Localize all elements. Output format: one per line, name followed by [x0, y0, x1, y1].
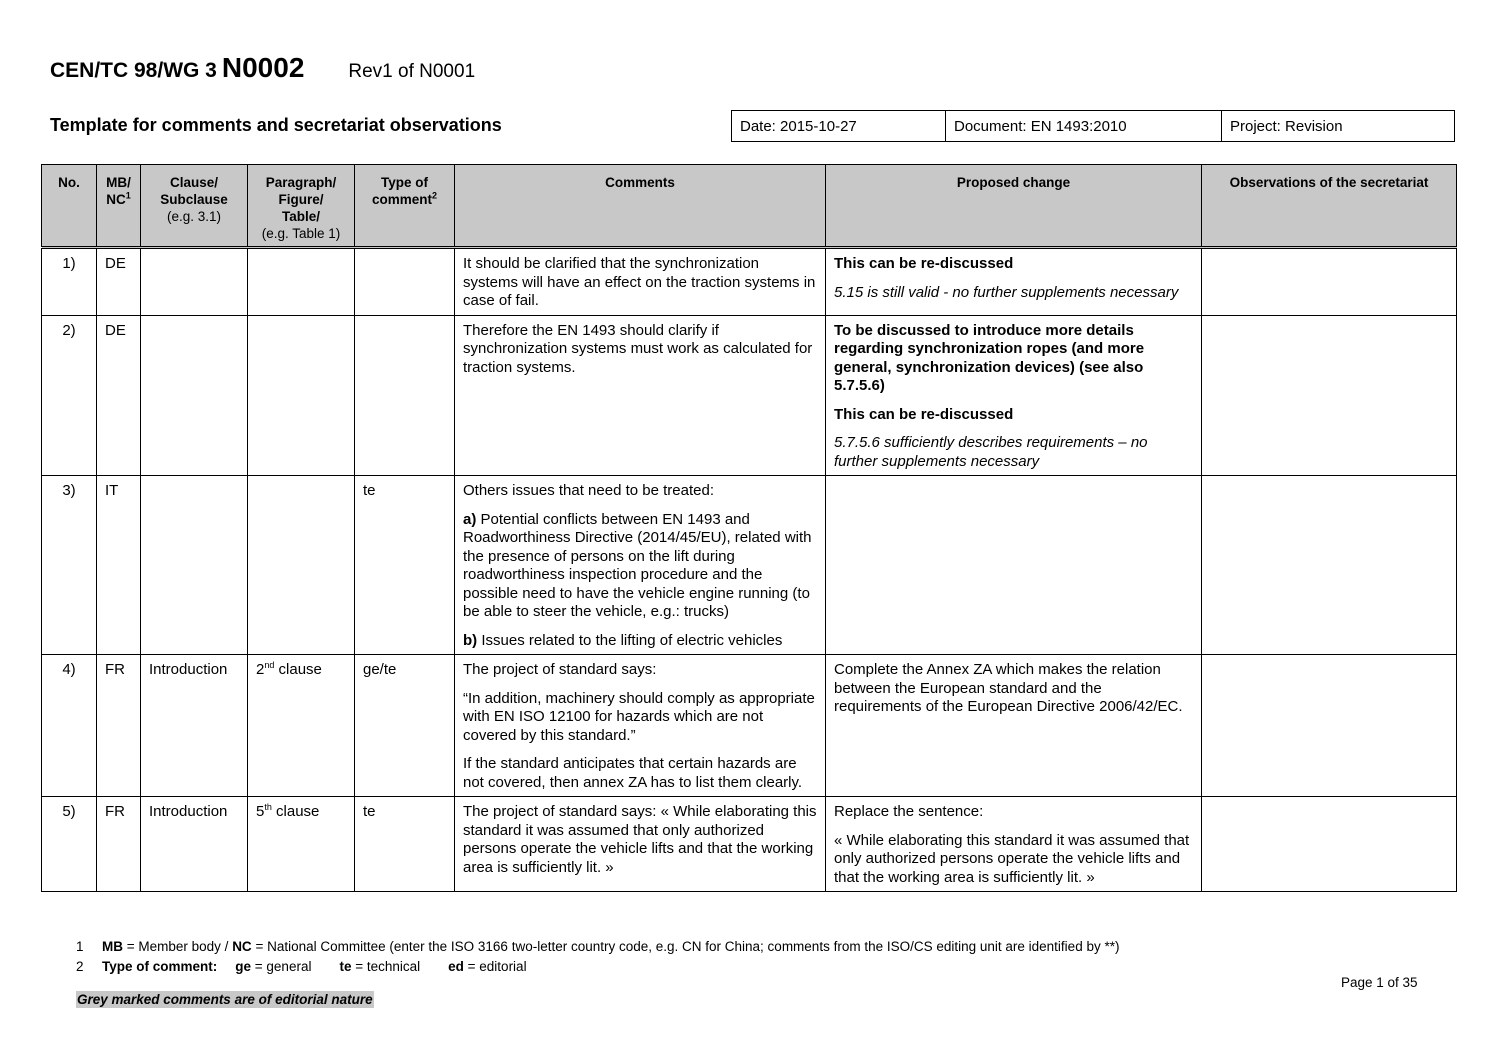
row-mb: DE	[97, 315, 141, 476]
col-header-clause: Clause/ Subclause (e.g. 3.1)	[141, 165, 248, 248]
row-observations	[1202, 655, 1457, 797]
row-mb: FR	[97, 797, 141, 892]
row-number: 3)	[42, 476, 97, 655]
row-clause: Introduction	[141, 655, 248, 797]
row-comments: Therefore the EN 1493 should clarify if synchronization systems must work as calculated for traction systems.	[455, 315, 826, 476]
footnote-1: 1 MB = Member body / NC = National Committee (enter the ISO 3166 two-letter country code, e.g. CN for China; comments from the ISO/CS editing unit are identified by **)	[76, 939, 1120, 954]
table-row	[42, 797, 1457, 892]
row-paragraph	[248, 248, 355, 316]
table-row	[42, 655, 1457, 797]
meta-info-table	[731, 110, 1455, 142]
row-observations	[1202, 476, 1457, 655]
row-comments: The project of standard says: “In addition, machinery should comply as appropriate with EN ISO 12100 for hazards which are not covered by this standard.” If the standard anticipates that certain hazards are not covered, then annex ZA has to list them clearly.	[455, 655, 826, 797]
document-title	[50, 52, 475, 84]
col-header-proposed-change: Proposed change	[826, 165, 1202, 248]
table-row	[42, 476, 1457, 655]
footnotes	[76, 937, 1119, 977]
row-clause	[141, 476, 248, 655]
row-comments: It should be clarified that the synchronization systems will have an effect on the traction systems in case of fail.	[455, 248, 826, 316]
row-mb: DE	[97, 248, 141, 316]
row-comments: Others issues that need to be treated: a) Potential conflicts between EN 1493 and Roadworthiness Directive (2014/45/EU), related with the presence of persons on the lift during roadworthiness inspection procedure and the possible need to have the vehicle engine running (to be able to steer the vehicle, e.g.: trucks) b) Issues related to the lifting of electric vehicles	[455, 476, 826, 655]
committee-code: CEN/TC 98/WG 3	[50, 59, 217, 82]
row-clause	[141, 248, 248, 316]
row-paragraph	[248, 315, 355, 476]
row-number: 2)	[42, 315, 97, 476]
col-header-observations: Observations of the secretariat	[1202, 165, 1457, 248]
row-proposed-change: To be discussed to introduce more details regarding synchronization ropes (and more general, synchronization devices) (see also 5.7.5.6) This can be re-discussed 5.7.5.6 sufficiently describes requirements – no further supplements necessary	[826, 315, 1202, 476]
table-row	[42, 248, 1457, 316]
row-paragraph: 5th clause	[248, 797, 355, 892]
row-proposed-change: Replace the sentence: « While elaborating this standard it was assumed that only authorized persons operate the vehicle lifts and that the working area is sufficiently lit. »	[826, 797, 1202, 892]
row-observations	[1202, 248, 1457, 316]
row-proposed-change: Complete the Annex ZA which makes the relation between the European standard and the requirements of the European Directive 2006/42/EC.	[826, 655, 1202, 797]
row-number: 1)	[42, 248, 97, 316]
col-header-type: Type of comment$^2$	[355, 165, 455, 248]
row-type: ge/te	[355, 655, 455, 797]
row-proposed-change: This can be re-discussed 5.15 is still valid - no further supplements necessary	[826, 248, 1202, 316]
row-observations	[1202, 315, 1457, 476]
footnote-2: 2 Type of comment: ge = general te = technical ed = editorial	[76, 959, 527, 974]
date-cell: Date: 2015-10-27	[732, 111, 946, 142]
row-comments: The project of standard says: « While elaborating this standard it was assumed that only authorized persons operate the vehicle lifts and that the working area is sufficiently lit. »	[455, 797, 826, 892]
row-number: 5)	[42, 797, 97, 892]
editorial-note: Grey marked comments are of editorial nature	[77, 992, 373, 1007]
row-type: te	[355, 476, 455, 655]
row-clause	[141, 315, 248, 476]
row-proposed-change	[826, 476, 1202, 655]
template-subtitle: Template for comments and secretariat observations	[50, 115, 502, 135]
row-type	[355, 315, 455, 476]
document-cell: Document: EN 1493:2010	[946, 111, 1222, 142]
comments-table	[41, 164, 1457, 892]
row-observations	[1202, 797, 1457, 892]
row-number: 4)	[42, 655, 97, 797]
col-header-paragraph: Paragraph/ Figure/ Table/ (e.g. Table 1)	[248, 165, 355, 248]
row-mb: FR	[97, 655, 141, 797]
row-paragraph: 2nd clause	[248, 655, 355, 797]
row-type	[355, 248, 455, 316]
row-clause: Introduction	[141, 797, 248, 892]
row-paragraph	[248, 476, 355, 655]
table-row	[42, 315, 1457, 476]
col-header-no: No.	[42, 165, 97, 248]
project-cell: Project: Revision	[1222, 111, 1455, 142]
page-number: Page 1 of 35	[1341, 975, 1418, 990]
row-mb: IT	[97, 476, 141, 655]
row-type: te	[355, 797, 455, 892]
revision-label: Rev1 of N0001	[348, 61, 476, 82]
document-number: N0002	[221, 52, 305, 83]
table-header-row	[42, 165, 1457, 248]
col-header-comments: Comments	[455, 165, 826, 248]
col-header-mb: MB/ $NC^1$	[97, 165, 141, 248]
